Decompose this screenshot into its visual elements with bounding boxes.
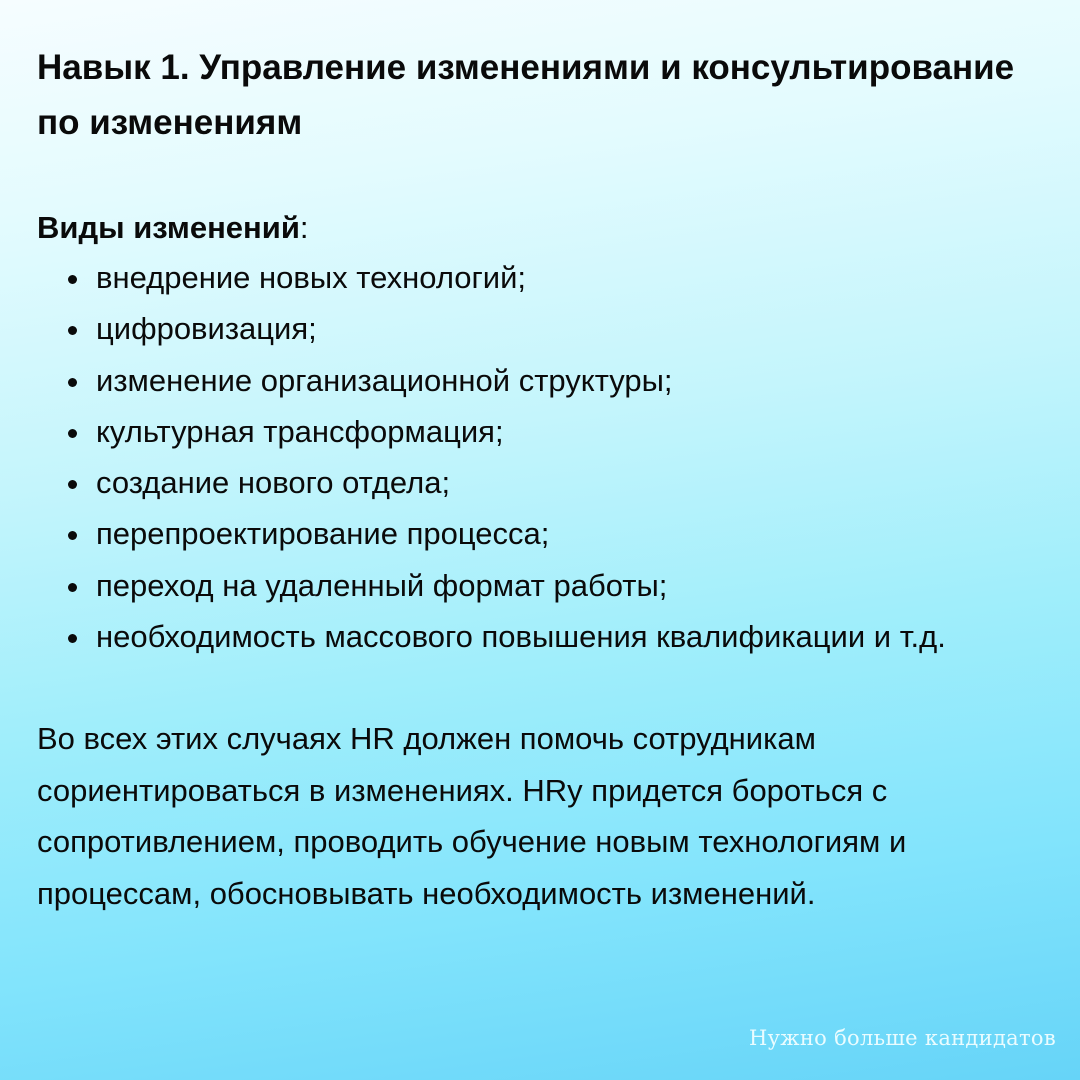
list-item <box>37 303 946 354</box>
list-item-text: культурная трансформация; <box>96 413 504 449</box>
bullet-icon <box>68 480 77 489</box>
change-types-list <box>37 252 946 662</box>
section-heading <box>37 206 309 250</box>
bullet-icon <box>68 378 77 387</box>
footer-brand: Нужно больше кандидатов <box>749 1026 1056 1050</box>
page-title: Навык 1. Управление изменениями и консультирование по изменениям <box>37 48 1015 142</box>
list-item-text: необходимость массового повышения квалификации и т.д. <box>96 619 946 655</box>
section-heading-colon: : <box>299 210 309 245</box>
bullet-icon <box>68 583 77 592</box>
list-item-text: внедрение новых технологий; <box>96 260 527 295</box>
bullet-icon <box>68 531 77 540</box>
bullet-icon <box>68 326 77 335</box>
bullet-icon <box>68 275 77 284</box>
list-item <box>37 355 946 406</box>
list-item <box>37 406 946 457</box>
list-item <box>37 508 946 559</box>
section-heading-label: Виды изменений <box>37 210 300 245</box>
list-item-text: цифровизация; <box>96 311 317 347</box>
bullet-icon <box>68 634 77 643</box>
list-item-text: перепроектирование процесса; <box>96 516 550 552</box>
bullet-icon <box>68 429 77 438</box>
body-paragraph: Во всех этих случаях HR должен помочь сотрудникам сориентироваться в изменениях. HRу придется бороться с сопротивлением, проводить обучение новым технологиям и процессам, обосновывать необходимость изменений. <box>37 721 907 911</box>
list-item <box>37 560 946 611</box>
list-item <box>37 252 946 303</box>
list-item <box>37 611 946 662</box>
list-item-text: создание нового отдела; <box>96 465 451 501</box>
list-item-text: переход на удаленный формат работы; <box>96 567 668 603</box>
list-item <box>37 457 946 508</box>
list-item-text: изменение организационной структуры; <box>96 362 673 398</box>
